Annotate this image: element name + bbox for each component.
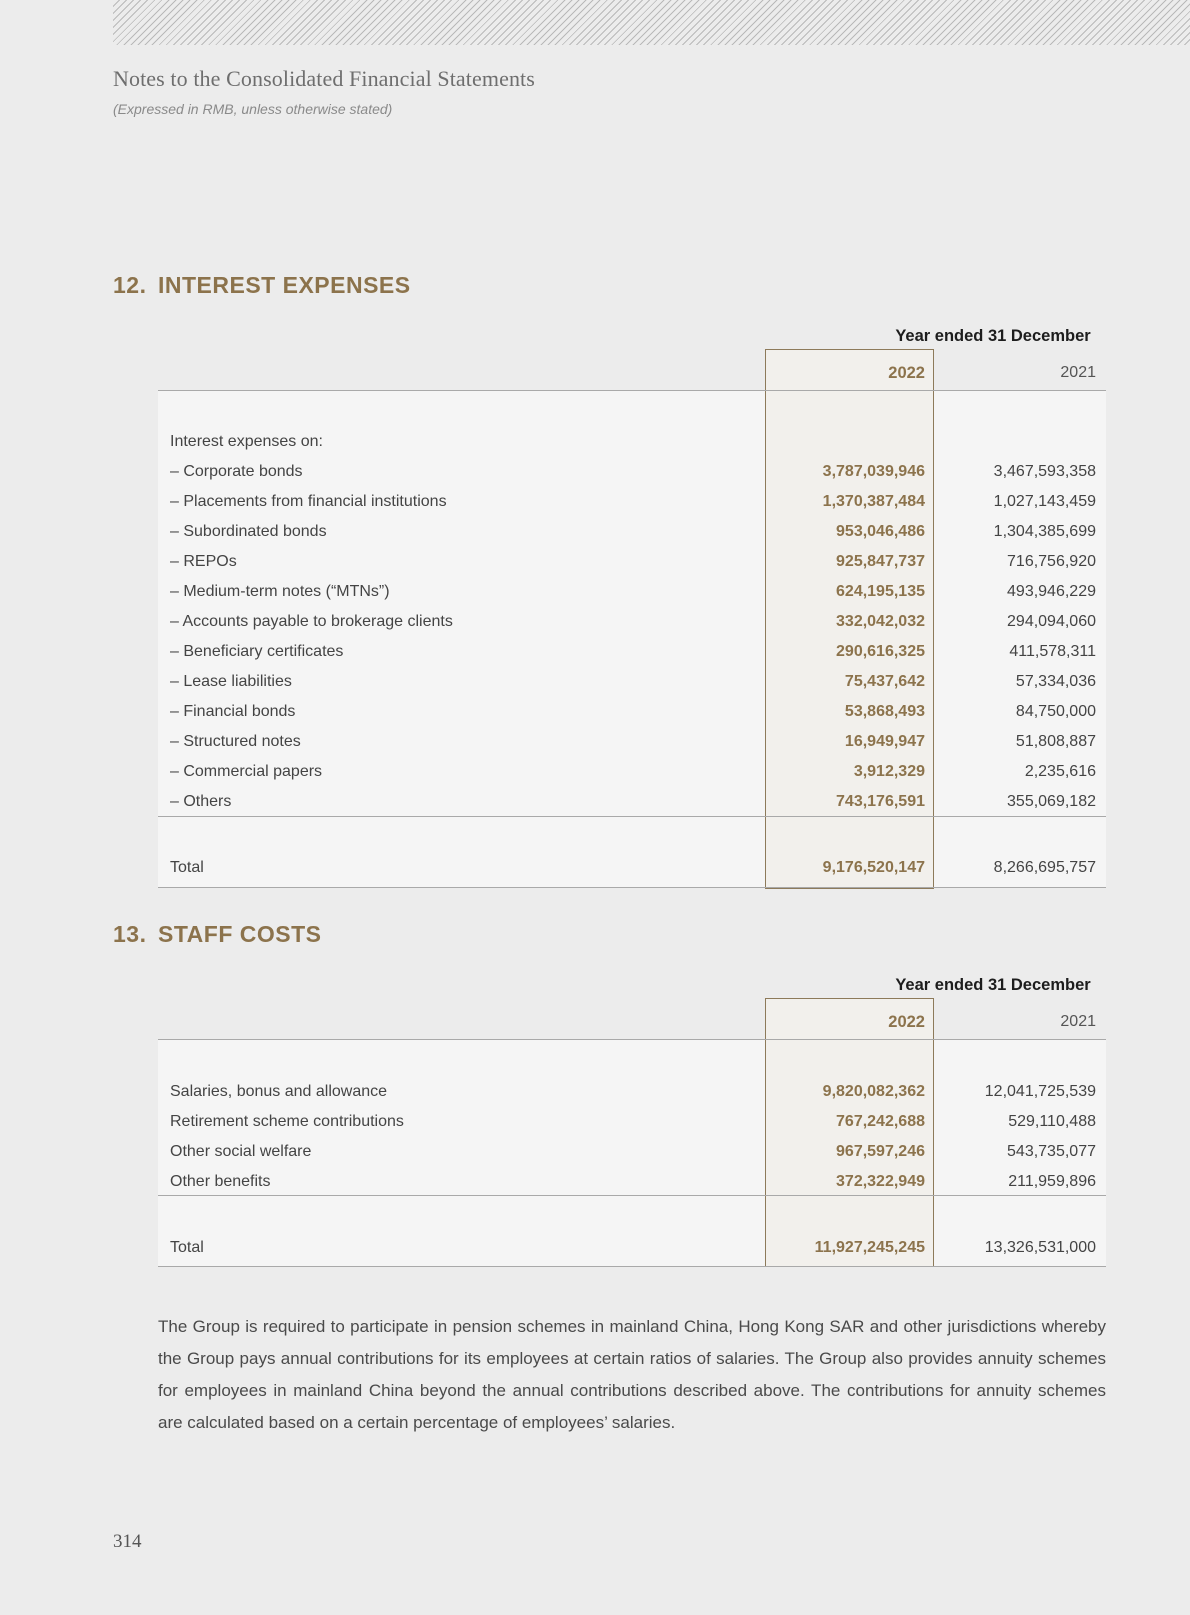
total-divider (158, 887, 1106, 888)
section-number: 12. (113, 272, 147, 298)
column-header-2021: 2021 (1060, 1013, 1096, 1030)
table-row: – Others 743,176,591 355,069,182 (170, 793, 1096, 810)
decorative-hatch-band (113, 0, 1190, 45)
table-row: Interest expenses on: (170, 433, 323, 450)
document-subtitle: (Expressed in RMB, unless otherwise stated) (113, 101, 393, 117)
period-header: Year ended 31 December (895, 327, 1091, 345)
pension-note-paragraph: The Group is required to participate in pension schemes in mainland China, Hong Kong SAR and other jurisdictions whereby the Group pays annual contributions for its employees at certain ratios of salaries. The Group also provides annuity schemes for employees in mainland China beyond the annual contributions described above. The contributions for annuity schemes are calculated based on a certain percentage of employees’ salaries. (158, 1317, 1106, 1432)
section-heading-staff-costs (113, 921, 322, 948)
table-row: Salaries, bonus and allowance 9,820,082,362 12,041,725,539 (170, 1083, 1096, 1100)
table-row: – Structured notes 16,949,947 51,808,887 (170, 733, 1096, 750)
section-title: STAFF COSTS (158, 921, 322, 947)
column-header-2022: 2022 (888, 1013, 925, 1031)
table-row: – Medium-term notes (“MTNs”) 624,195,135 493,946,229 (170, 583, 1096, 600)
table-row: Other social welfare 967,597,246 543,735,077 (170, 1143, 1096, 1160)
table-row: – Lease liabilities 75,437,642 57,334,036 (170, 673, 1096, 690)
header-divider (158, 390, 1106, 391)
header-divider (158, 1039, 1106, 1040)
section-number: 13. (113, 921, 147, 947)
total-row: Total 9,176,520,147 8,266,695,757 (170, 859, 1096, 876)
section-title: INTEREST EXPENSES (158, 272, 411, 298)
staff-costs-table (158, 969, 1106, 1269)
page-number: 314 (113, 1531, 142, 1552)
table-row: – Financial bonds 53,868,493 84,750,000 (170, 703, 1096, 720)
subtotal-divider (158, 1195, 1106, 1196)
document-title: Notes to the Consolidated Financial Statements (113, 66, 535, 91)
table-row: Retirement scheme contributions 767,242,688 529,110,488 (170, 1113, 1096, 1130)
column-header-row (158, 1013, 1106, 1041)
column-header-row (158, 364, 1106, 392)
section-heading-interest-expenses (113, 272, 411, 299)
column-header-2022: 2022 (888, 364, 925, 382)
table-row: – Corporate bonds 3,787,039,946 3,467,593,358 (170, 463, 1096, 480)
total-row: Total 11,927,245,245 13,326,531,000 (170, 1239, 1096, 1256)
table-row: – Subordinated bonds 953,046,486 1,304,385,699 (170, 523, 1096, 540)
table-row: – Placements from financial institutions 1,370,387,484 1,027,143,459 (170, 493, 1096, 510)
subtotal-divider (158, 816, 1106, 817)
table-row: – Commercial papers 3,912,329 2,235,616 (170, 763, 1096, 780)
table-row: Other benefits 372,322,949 211,959,896 (170, 1173, 1096, 1190)
period-header: Year ended 31 December (895, 976, 1091, 994)
interest-expenses-table (158, 320, 1106, 890)
column-header-2021: 2021 (1060, 364, 1096, 381)
table-row: – Accounts payable to brokerage clients 332,042,032 294,094,060 (170, 613, 1096, 630)
staff-total-divider (158, 1266, 1106, 1267)
table-row: – Beneficiary certificates 290,616,325 411,578,311 (170, 643, 1096, 660)
table-row: – REPOs 925,847,737 716,756,920 (170, 553, 1096, 570)
